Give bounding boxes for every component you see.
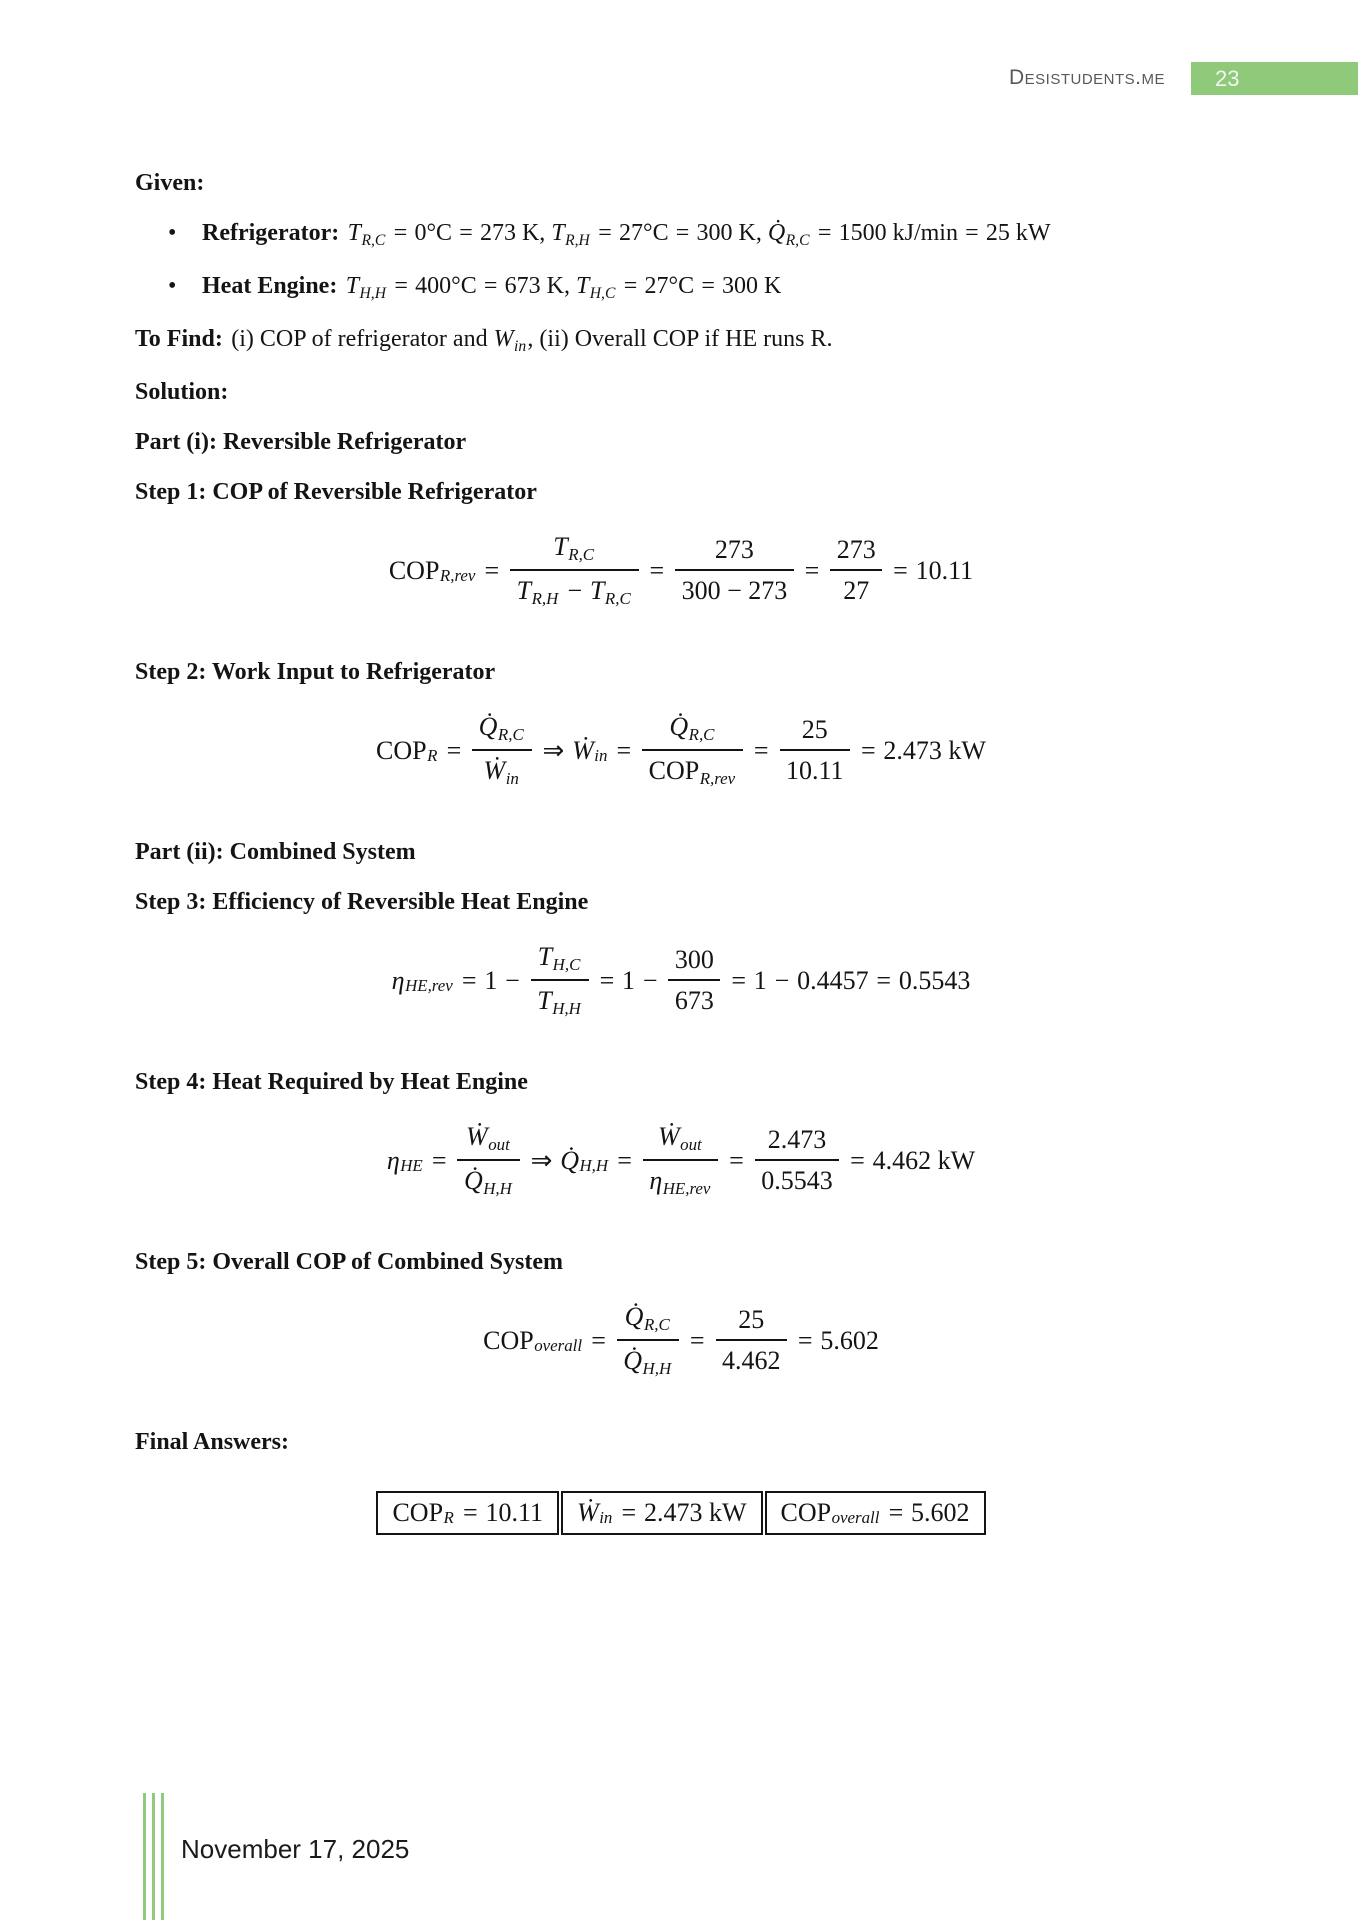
given-list xyxy=(135,218,1227,304)
formula-step2 xyxy=(135,707,1227,795)
math-token: T xyxy=(551,220,565,246)
page-header xyxy=(0,62,1358,95)
math-token: T xyxy=(553,532,568,561)
fraction-numerator xyxy=(755,1123,840,1159)
math-token: R xyxy=(443,1508,454,1528)
solution-heading: Solution: xyxy=(135,379,229,405)
footer-accent-lines xyxy=(143,1793,170,1920)
math-token: = xyxy=(675,220,690,246)
math-token: Q̇ xyxy=(463,1166,483,1195)
fraction xyxy=(643,1120,718,1202)
math-token: = xyxy=(459,220,473,246)
fraction-numerator xyxy=(716,1303,788,1339)
fraction-denominator xyxy=(472,749,531,792)
math-token: η xyxy=(391,966,405,995)
math-token: = xyxy=(484,556,500,585)
math-token: in xyxy=(599,1508,613,1528)
math-token: − xyxy=(567,576,583,605)
fraction-numerator xyxy=(668,943,720,979)
math-token: 2.473 xyxy=(767,1125,827,1154)
math-token: = xyxy=(965,220,979,246)
math-token: = xyxy=(893,556,908,585)
math-token: T xyxy=(516,576,532,605)
math-token: T xyxy=(575,273,590,299)
math-token: 1 xyxy=(753,966,767,995)
math-token: 2.473 kW xyxy=(883,736,986,765)
document-content xyxy=(135,168,1227,1535)
math-token: = xyxy=(591,1326,606,1355)
math-token: R,C xyxy=(688,725,715,745)
accent-line xyxy=(161,1793,164,1920)
math-token: H,H xyxy=(483,1179,512,1199)
math-token: H,H xyxy=(552,999,581,1019)
math-token: , (ii) Overall COP if HE runs R. xyxy=(527,326,833,352)
list-item xyxy=(135,271,1227,304)
math-token: H,H xyxy=(642,1359,672,1379)
math-token: ⇒ xyxy=(542,736,565,765)
answer-box-cop-r xyxy=(376,1491,559,1535)
math-token: 27°C xyxy=(644,273,695,299)
step2-heading: Step 2: Work Input to Refrigerator xyxy=(135,659,496,685)
fraction xyxy=(830,533,882,609)
formula-step5 xyxy=(135,1297,1227,1385)
bullet-icon: • xyxy=(168,220,177,246)
math-inline xyxy=(231,326,833,355)
fraction-denominator xyxy=(675,569,794,609)
math-token: 5.602 xyxy=(911,1498,970,1527)
fraction-numerator xyxy=(617,1300,679,1339)
math-token: 0.5543 xyxy=(898,966,971,995)
answer-box-w-in xyxy=(561,1491,762,1535)
fraction xyxy=(780,713,851,789)
fraction-denominator xyxy=(531,979,589,1022)
math-token: 273 xyxy=(714,535,754,564)
math-token: in xyxy=(514,337,527,355)
math-token: 273 K, xyxy=(479,220,552,246)
math-token: = xyxy=(888,1498,904,1527)
math-token: = xyxy=(804,556,820,585)
math-token: 400°C xyxy=(415,273,477,299)
math-token: H,H xyxy=(579,1156,609,1176)
fraction xyxy=(472,710,531,792)
math-token: R,H xyxy=(531,589,559,609)
step5-heading: Step 5: Overall COP of Combined System xyxy=(135,1249,563,1275)
math-token: Q̇ xyxy=(669,712,689,741)
math-token: (i) COP of refrigerator and xyxy=(231,326,494,352)
math-token: = xyxy=(616,736,632,765)
math-token: in xyxy=(505,769,519,789)
formula-step1 xyxy=(135,527,1227,615)
math-token: T xyxy=(345,273,360,299)
fraction-denominator xyxy=(617,1339,679,1382)
math-token: ⇒ xyxy=(530,1146,553,1175)
math-token: H,C xyxy=(552,955,581,975)
math-token: H,H xyxy=(359,284,386,302)
math-token: out xyxy=(680,1135,702,1155)
site-name: Desistudents.me xyxy=(1008,66,1165,89)
fraction xyxy=(642,710,743,792)
math-token: HE,rev xyxy=(662,1179,711,1199)
math-token: R,C xyxy=(361,231,386,249)
math-token: η xyxy=(649,1166,663,1195)
math-inline xyxy=(347,220,1051,249)
fraction-denominator xyxy=(510,569,638,612)
math-token: 0°C xyxy=(414,220,453,246)
fraction xyxy=(675,533,794,609)
list-item xyxy=(135,218,1227,251)
fraction xyxy=(617,1300,679,1382)
math-token: = xyxy=(797,1326,813,1355)
math-token: R,C xyxy=(497,725,524,745)
math-token: Q̇ xyxy=(767,220,786,246)
math-token: 27°C xyxy=(618,220,669,246)
fraction-denominator xyxy=(755,1159,840,1199)
fraction-denominator xyxy=(668,979,720,1019)
math-token: 0.4457 xyxy=(797,966,869,995)
math-token: Ẇ xyxy=(577,1498,599,1527)
math-token: η xyxy=(386,1146,400,1175)
math-token: R,rev xyxy=(439,566,476,586)
math-token: 300 − 273 xyxy=(681,576,788,605)
fraction-numerator xyxy=(780,713,851,749)
step1-heading: Step 1: COP of Reversible Refrigerator xyxy=(135,479,537,505)
math-token: = xyxy=(701,273,715,299)
fraction xyxy=(716,1303,788,1379)
math-token: R,rev xyxy=(699,769,736,789)
fraction-numerator xyxy=(830,533,882,569)
part1-heading: Part (i): Reversible Refrigerator xyxy=(135,429,467,455)
math-token: R,C xyxy=(643,1315,670,1335)
final-answers-row xyxy=(135,1491,1227,1535)
math-token: = xyxy=(483,273,498,299)
math-token: 4.462 xyxy=(722,1346,781,1375)
fraction-denominator xyxy=(716,1339,788,1379)
math-token: 1 xyxy=(484,966,498,995)
fraction-numerator xyxy=(643,1120,718,1159)
math-token: = xyxy=(446,736,462,765)
fraction-numerator xyxy=(457,1120,519,1159)
math-token: COP xyxy=(392,1498,444,1527)
math-token: = xyxy=(623,273,638,299)
to-find-label: To Find: xyxy=(135,326,223,352)
math-token: = xyxy=(817,220,832,246)
math-token: 300 xyxy=(674,945,714,974)
bullet-lead: Heat Engine: xyxy=(202,273,338,299)
bullet-text xyxy=(202,271,1227,304)
fraction-denominator xyxy=(643,1159,718,1202)
fraction-denominator xyxy=(642,749,743,792)
math-token: = xyxy=(393,220,408,246)
math-token: R,H xyxy=(565,231,590,249)
math-token: Ẇ xyxy=(657,1122,680,1151)
math-token: W xyxy=(493,326,514,352)
fraction-numerator xyxy=(531,940,589,979)
math-token: R,C xyxy=(568,545,595,565)
fraction xyxy=(668,943,720,1019)
math-token: 1500 kJ/min xyxy=(838,220,958,246)
math-token: = xyxy=(689,1326,705,1355)
math-token: 25 xyxy=(801,715,828,744)
math-token: Ẇ xyxy=(483,756,506,785)
math-token: = xyxy=(394,273,408,299)
math-token: R xyxy=(427,746,438,766)
fraction-denominator xyxy=(457,1159,519,1202)
fraction-numerator xyxy=(642,710,743,749)
math-token: COP xyxy=(376,736,427,765)
math-token: Q̇ xyxy=(624,1302,644,1331)
bullet-text xyxy=(202,218,1227,251)
fraction-numerator xyxy=(675,533,794,569)
math-token: in xyxy=(594,746,608,766)
math-token: = xyxy=(860,736,876,765)
step3-heading: Step 3: Efficiency of Reversible Heat Engine xyxy=(135,889,589,915)
math-token: 4.462 kW xyxy=(872,1146,976,1175)
math-token: = xyxy=(599,966,615,995)
math-token: 673 xyxy=(674,986,714,1015)
math-token: − xyxy=(642,966,658,995)
math-token: 5.602 xyxy=(820,1326,879,1355)
math-token: = xyxy=(617,1146,632,1175)
fraction-numerator xyxy=(472,710,531,749)
fraction-denominator xyxy=(830,569,882,609)
math-token: − xyxy=(774,966,790,995)
formula-step4 xyxy=(135,1117,1227,1205)
bullet-icon: • xyxy=(168,273,177,299)
part2-heading: Part (ii): Combined System xyxy=(135,839,416,865)
math-token: = xyxy=(876,966,892,995)
math-token: HE xyxy=(400,1156,423,1176)
math-token: = xyxy=(621,1498,637,1527)
math-token: T xyxy=(347,220,361,246)
fraction xyxy=(510,530,638,612)
fraction xyxy=(457,1120,519,1202)
to-find-line xyxy=(135,324,1227,357)
accent-line xyxy=(143,1793,146,1920)
math-token: = xyxy=(731,966,746,995)
math-token: Q̇ xyxy=(478,712,498,741)
step4-heading: Step 4: Heat Required by Heat Engine xyxy=(135,1069,528,1095)
page-number-badge: 23 xyxy=(1191,62,1358,95)
math-token: 673 K, xyxy=(504,273,576,299)
math-token: T xyxy=(537,942,553,971)
given-heading: Given: xyxy=(135,170,205,196)
math-inline xyxy=(345,273,782,302)
math-token: 10.11 xyxy=(485,1498,544,1527)
math-token: Ẇ xyxy=(466,1122,488,1151)
accent-line xyxy=(152,1793,155,1920)
math-token: overall xyxy=(534,1336,583,1356)
math-token: Ẇ xyxy=(572,736,594,765)
math-token: = xyxy=(649,556,665,585)
math-token: = xyxy=(598,220,612,246)
math-token: = xyxy=(461,966,477,995)
math-token: COP xyxy=(648,756,700,785)
math-token: = xyxy=(729,1146,744,1175)
answer-box-cop-overall xyxy=(765,1491,986,1535)
math-token: − xyxy=(505,966,520,995)
math-token: T xyxy=(589,576,605,605)
final-answers-heading: Final Answers: xyxy=(135,1429,290,1455)
footer-date: November 17, 2025 xyxy=(181,1834,410,1864)
math-token: = xyxy=(463,1498,478,1527)
math-token: COP xyxy=(388,556,440,585)
math-token: = xyxy=(753,736,769,765)
bullet-lead: Refrigerator: xyxy=(202,220,340,246)
math-token: 300 K xyxy=(722,273,782,299)
math-token: 25 xyxy=(738,1305,765,1334)
math-token: = xyxy=(850,1146,865,1175)
fraction xyxy=(755,1123,840,1199)
math-token: 1 xyxy=(622,966,636,995)
math-token: 300 K, xyxy=(696,220,768,246)
math-token: 10.11 xyxy=(786,756,844,785)
math-token: 273 xyxy=(836,535,876,564)
math-token: 10.11 xyxy=(915,556,974,585)
math-token: = xyxy=(431,1146,447,1175)
math-token: COP xyxy=(483,1326,534,1355)
fraction-denominator xyxy=(780,749,851,789)
math-token: Q̇ xyxy=(560,1146,579,1175)
math-token: 0.5543 xyxy=(761,1166,833,1195)
math-token: T xyxy=(537,986,552,1015)
math-token: out xyxy=(488,1135,510,1155)
math-token: 27 xyxy=(843,576,870,605)
formula-step3 xyxy=(135,937,1227,1025)
math-token: H,C xyxy=(589,284,616,302)
fraction xyxy=(531,940,589,1022)
math-token: HE,rev xyxy=(405,976,453,996)
fraction-numerator xyxy=(510,530,638,569)
math-token: R,C xyxy=(785,231,810,249)
math-token: 25 kW xyxy=(985,220,1051,246)
math-token: COP xyxy=(780,1498,832,1527)
math-token: overall xyxy=(831,1508,880,1528)
math-token: Q̇ xyxy=(623,1346,643,1375)
math-token: 2.473 kW xyxy=(643,1498,747,1527)
math-token: R,C xyxy=(604,589,631,609)
